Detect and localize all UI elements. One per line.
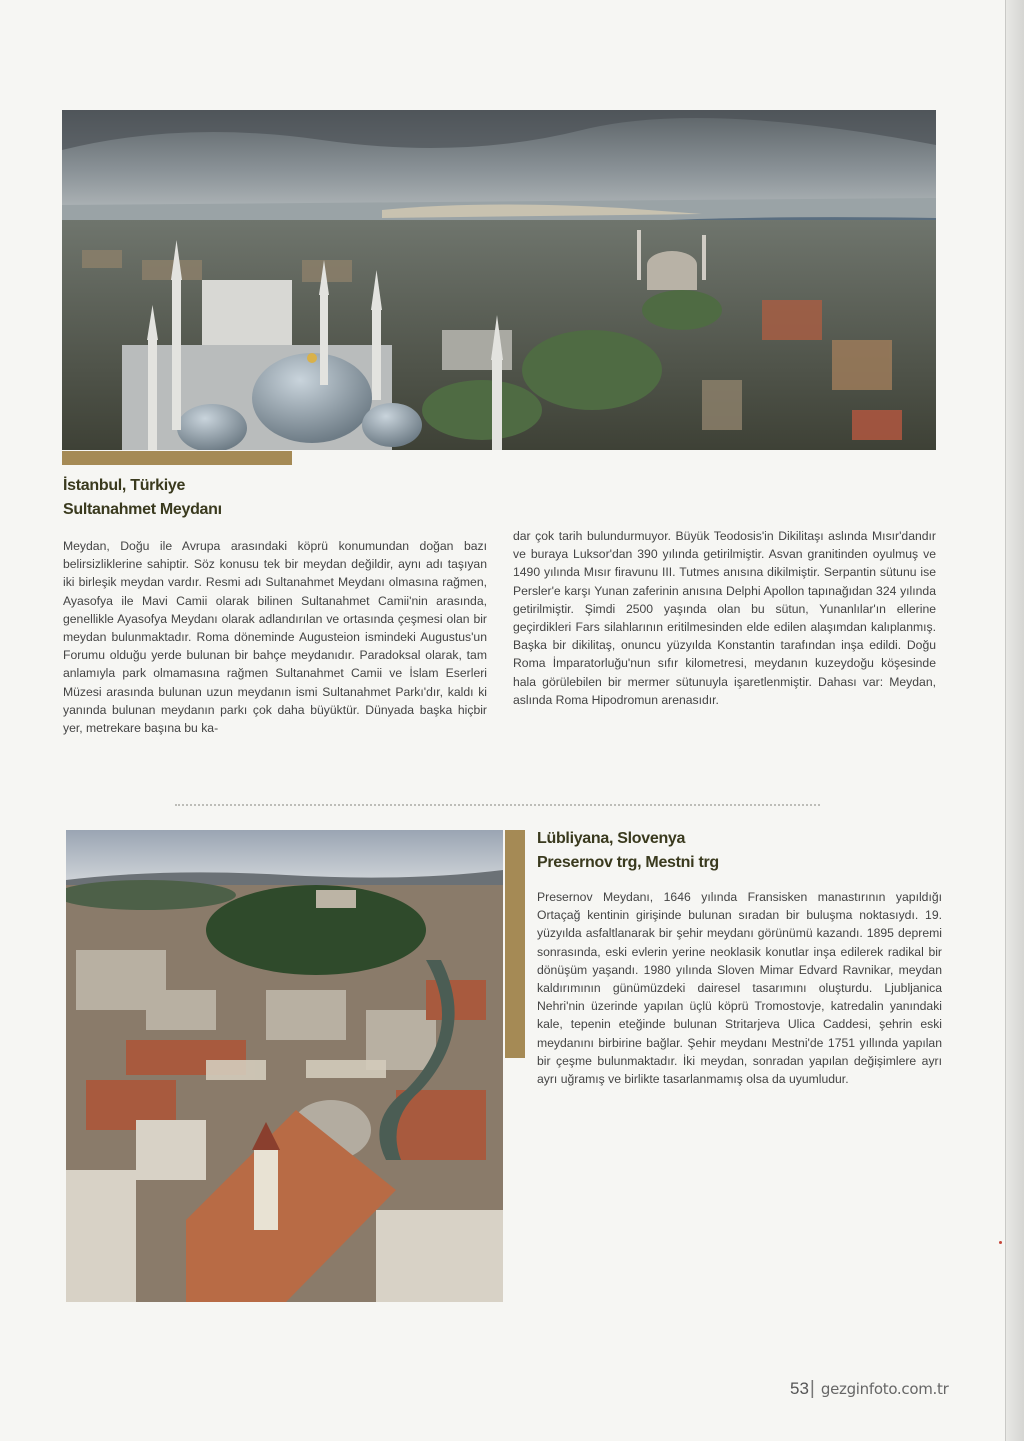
page-footer <box>790 1378 948 1400</box>
square-title: Presernov trg, Mestni trg <box>537 854 719 871</box>
ljubljana-aerial-illustration <box>66 830 503 1302</box>
footer-separator: | <box>809 1378 815 1399</box>
print-speck <box>999 1241 1002 1244</box>
istanbul-text-column-2: dar çok tarih bulundurmuyor. Büyük Teodosis'in Dikilitaşı aslında Mısır'dandır ve buraya Luksor'dan 390 yılında getirilmiştir. Asvan granitinden oyulmuş ve 1490 yılında Mısır firavunu III. Tutmes anısına dikilmiştir. Serpantin sütunu ise Persler'e karşı Yunan zaferinin anısına Delphi Apollon tapınağıdan 324 yılında getirilmiştir. Şimdi 2500 yaşında olan bu sütun, Yunanlılar'ın ellerine geçirdikleri Fars silahlarının eritilmesinden elde edilen alaşımdan kalıplanmış. Başka bir dikilitaş, onuncu yüzyılda Konstantin tarafından inşa edildi. Doğu Roma İmparatorluğu'nun sıfır kilometresi, meydanın kuzeydoğu köşesinde hala görülebilen bir mermer sütunuyla işaretlenmiştir. Dahası var: Meydan, aslında Roma Hipodromun arenasıdır. <box>513 529 936 707</box>
ljubljana-photo <box>66 830 503 1302</box>
accent-bar <box>62 451 292 465</box>
location-title: Lübliyana, Slovenya <box>537 830 686 847</box>
section-heading-ljubljana <box>537 827 719 875</box>
website-link[interactable]: gezginfoto.com.tr <box>820 1380 949 1398</box>
istanbul-aerial-illustration <box>62 110 936 450</box>
ljubljana-text-column: Presernov Meydanı, 1646 yılında Fransisken manastırının yapıldığı Ortaçağ kentinin girişinde bulunan sıradan bir buluşma noktasıydı. 19. yüzyılda asfaltlanarak bir şehir meydanı görünümü kazandı. 1895 depremi sonrasında, eski evlerin yerine neoklasik konutlar inşa edilerek radikal bir dönüşüm yaşandı. 1980 yılında Sloven Mimar Edvard Ravnikar, meydan kaldırımının günümüzdeki dairesel tasarımını oluşturdu. Ljubljanica Nehri'nin üzerinde yapılan üçlü köprü Tromostovje, katredalin yanındaki kale, tepenin eteğinde bulunan Stritarjeva Ulica Caddesi, şehrin eski meydanını birbirine bağlar. Şehir meydanı Mestni'de 1751 yıllında yapılan bir çeşme bulunmaktadır. İki meydan, sonradan yapılan değişimlere ayrı ayrı uğramış ve birlikte tasarlanmamış olsa da uyumludur. <box>537 890 942 1087</box>
page-number: 53 <box>790 1379 809 1398</box>
istanbul-text-column-1: Meydan, Doğu ile Avrupa arasındaki köprü konumundan doğan bazı belirsizliklerine sahiptir. Söz konusu tek bir meydan değildir, aynı adı taşıyan iki birleşik meydan vardır. Resmi adı Sultanahmet Meydanı olmasına rağmen, Ayasofya ile Mavi Camii olarak bilinen Sultanahmet Camii'nin arasında, genellikle Ayasofya Meydanı olarak adlandırılan ve ortasında çeşmesi olan bir meydan bulunmaktadır. Roma döneminde Augusteion ismindeki Augustus'un Forumu olduğu yerde bulunan bir bahçe meydanıdır. Paradoksal olarak, tam anlamıyla park olmamasına rağmen Sultanahmet Camii ve İslam Eserleri Müzesi arasında bulunan uzun meydanın ismi Sultanahmet Parkı'dır, kaldı ki yanında bulunan meydanın parkı çok daha büyüktür. Dünyada başka hiçbir yer, metrekare başına bu ka- <box>63 539 487 736</box>
section-divider <box>175 804 820 806</box>
square-title: Sultanahmet Meydanı <box>63 501 222 518</box>
page-edge <box>1005 0 1024 1441</box>
accent-bar-vertical <box>505 830 525 1058</box>
location-title: İstanbul, Türkiye <box>63 477 186 494</box>
istanbul-photo <box>62 110 936 450</box>
section-heading-istanbul <box>63 474 222 522</box>
